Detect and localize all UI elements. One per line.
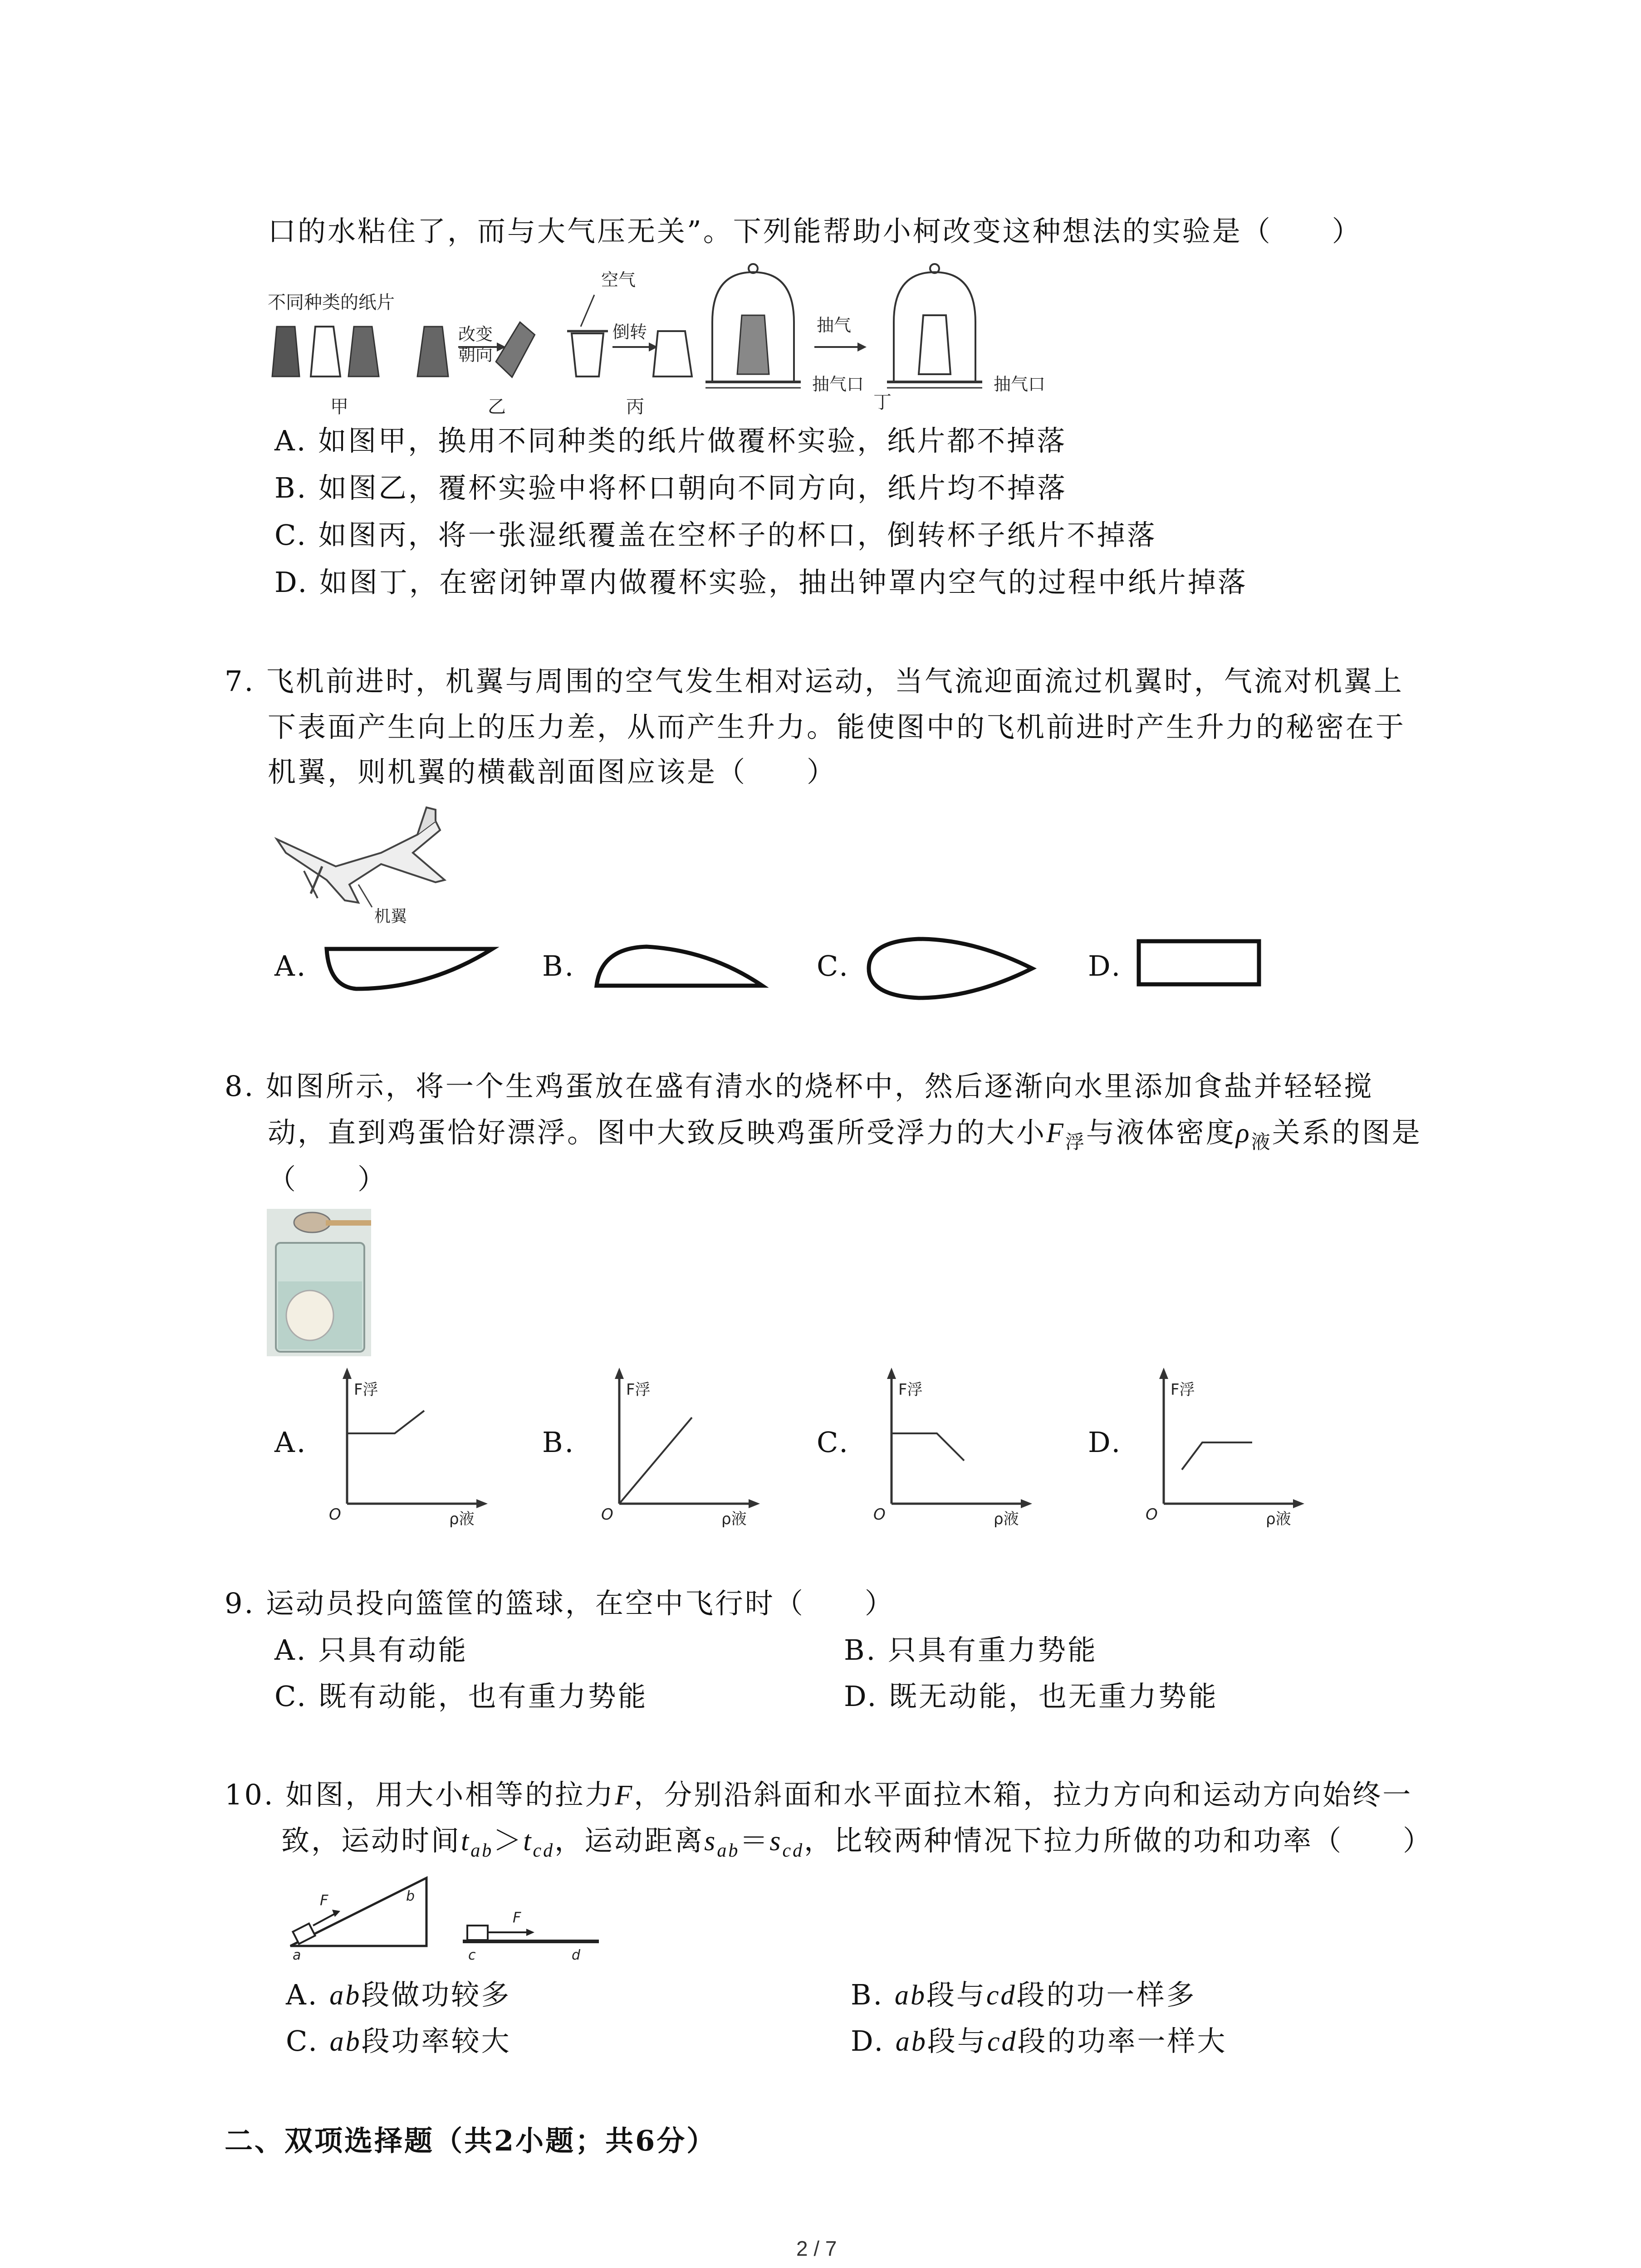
- q6-figure: [268, 263, 1084, 426]
- q9-option-d: D. 既无动能，也无重力势能: [844, 1680, 1218, 1713]
- graph-d-ylabel: F浮: [1171, 1381, 1195, 1399]
- q7-option-d-label: D.: [1088, 949, 1122, 982]
- q6-option-a: A. 如图甲，换用不同种类的纸片做覆杯实验，纸片都不掉落: [274, 424, 1067, 457]
- caption-bing: 丙: [626, 396, 644, 417]
- pump-label: 抽气: [817, 315, 852, 335]
- q9-option-b: B. 只具有重力势能: [844, 1633, 1097, 1667]
- incline-F: F: [320, 1892, 328, 1909]
- change-label-1: 改变: [458, 324, 493, 344]
- graph-c-ylabel: F浮: [898, 1381, 923, 1399]
- horizontal-F: F: [513, 1909, 521, 1926]
- graph-d-origin: O: [1146, 1505, 1158, 1524]
- graph-d: [1134, 1365, 1307, 1529]
- graph-b-origin: O: [601, 1505, 613, 1524]
- graph-a-origin: O: [329, 1505, 341, 1524]
- page-number: 2 / 7: [796, 2237, 837, 2260]
- q7-option-c-label: C.: [817, 949, 850, 982]
- q8-option-b-label: B.: [542, 1426, 576, 1459]
- graph-d-xlabel: ρ液: [1266, 1510, 1291, 1528]
- q10-option-c: C. ab段功率较大: [286, 2024, 511, 2058]
- q10-line-1: 10. 如图，用大小相等的拉力F，分别沿斜面和水平面拉木箱，拉力方向和运动方向始终一: [225, 1778, 1413, 1811]
- graph-a-xlabel: ρ液: [449, 1510, 475, 1528]
- point-d: d: [572, 1947, 581, 1963]
- graph-a: [318, 1365, 490, 1529]
- graph-c-xlabel: ρ液: [994, 1510, 1019, 1528]
- graph-c-origin: O: [873, 1505, 886, 1524]
- q7-line-2: 下表面产生向上的压力差，从而产生升力。能使图中的飞机前进时产生升力的秘密在于: [268, 710, 1406, 743]
- airplane-figure: [268, 803, 458, 925]
- q10-option-d: D. ab段与cd段的功率一样大: [851, 2024, 1227, 2058]
- caption-yi: 乙: [488, 396, 506, 417]
- q6-option-d: D. 如图丁，在密闭钟罩内做覆杯实验，抽出钟罩内空气的过程中纸片掉落: [274, 566, 1248, 599]
- caption-ding: 丁: [873, 392, 892, 413]
- q6-option-c: C. 如图丙，将一张湿纸覆盖在空杯子的杯口，倒转杯子纸片不掉落: [274, 518, 1157, 552]
- q6-stem: 口的水粘住了，而与大气压无关”。下列能帮助小柯改变这种想法的实验是（ ）: [268, 215, 1362, 248]
- q9-stem: 9. 运动员投向篮筐的篮球，在空中飞行时（ ）: [225, 1587, 895, 1620]
- graph-c-line: [892, 1433, 964, 1461]
- airfoil-b: [592, 941, 764, 991]
- beaker-photo: [267, 1209, 371, 1356]
- q7-line-1: 7. 飞机前进时，机翼与周围的空气发生相对运动，当气流迎面流过机翼时，气流对机翼上: [225, 665, 1404, 698]
- airfoil-a: [324, 943, 497, 993]
- graph-a-line: [347, 1411, 424, 1433]
- outlet-label-1: 抽气口: [812, 374, 864, 394]
- q7-option-a-label: A.: [274, 949, 308, 982]
- q10-figure: [281, 1869, 608, 1963]
- q9-option-a: A. 只具有动能: [274, 1633, 468, 1667]
- caption-jia: 甲: [330, 396, 348, 417]
- q10-option-a: A. ab段做功较多: [286, 1978, 511, 2011]
- wing-label: 机翼: [374, 907, 407, 926]
- invert-label: 倒转: [612, 322, 647, 342]
- outlet-label-2: 抽气口: [994, 374, 1046, 394]
- q7-option-b-label: B.: [542, 949, 576, 982]
- paper-label: 不同种类的纸片: [268, 292, 395, 313]
- q7-line-3: 机翼，则机翼的横截剖面图应该是（ ）: [268, 755, 837, 788]
- q8-line-1: 8. 如图所示，将一个生鸡蛋放在盛有清水的烧杯中，然后逐渐向水里添加食盐并轻轻搅: [225, 1070, 1374, 1103]
- q8-option-c-label: C.: [817, 1426, 850, 1459]
- q6-option-b: B. 如图乙，覆杯实验中将杯口朝向不同方向，纸片均不掉落: [274, 471, 1067, 504]
- q10-line-2: 致，运动时间$t_{ab}>t_{cd}$，运动距离$s_{ab}=s_{cd}$，比较两种情况下拉力所做的功和功率（ ）: [281, 1824, 1433, 1861]
- q8-line-3: （ ）: [268, 1163, 388, 1196]
- air-label: 空气: [601, 270, 636, 290]
- q8-option-a-label: A.: [274, 1426, 308, 1459]
- graph-a-ylabel: F浮: [354, 1381, 378, 1399]
- point-a: a: [293, 1947, 301, 1963]
- point-b: b: [406, 1888, 415, 1904]
- airfoil-c: [864, 934, 1037, 1002]
- graph-b-xlabel: ρ液: [721, 1510, 747, 1528]
- airfoil-d: [1136, 939, 1264, 989]
- section-2-title: 二、双项选择题（共2小题；共6分）: [225, 2124, 717, 2157]
- q9-option-c: C. 既有动能，也有重力势能: [274, 1680, 648, 1713]
- q8-option-d-label: D.: [1088, 1426, 1122, 1459]
- q10-option-b: B. ab段与cd段的功一样多: [851, 1978, 1196, 2011]
- point-c: c: [468, 1947, 476, 1963]
- change-label-2: 朝向: [458, 345, 493, 365]
- graph-c: [862, 1365, 1034, 1529]
- graph-b-line: [619, 1418, 692, 1504]
- graph-b-ylabel: F浮: [626, 1381, 651, 1399]
- graph-b: [590, 1365, 762, 1529]
- graph-d-line: [1182, 1442, 1252, 1470]
- q8-line-2: 动，直到鸡蛋恰好漂浮。图中大致反映鸡蛋所受浮力的大小$F_浮$与液体密度$\rho_液$关系的图是: [268, 1116, 1422, 1153]
